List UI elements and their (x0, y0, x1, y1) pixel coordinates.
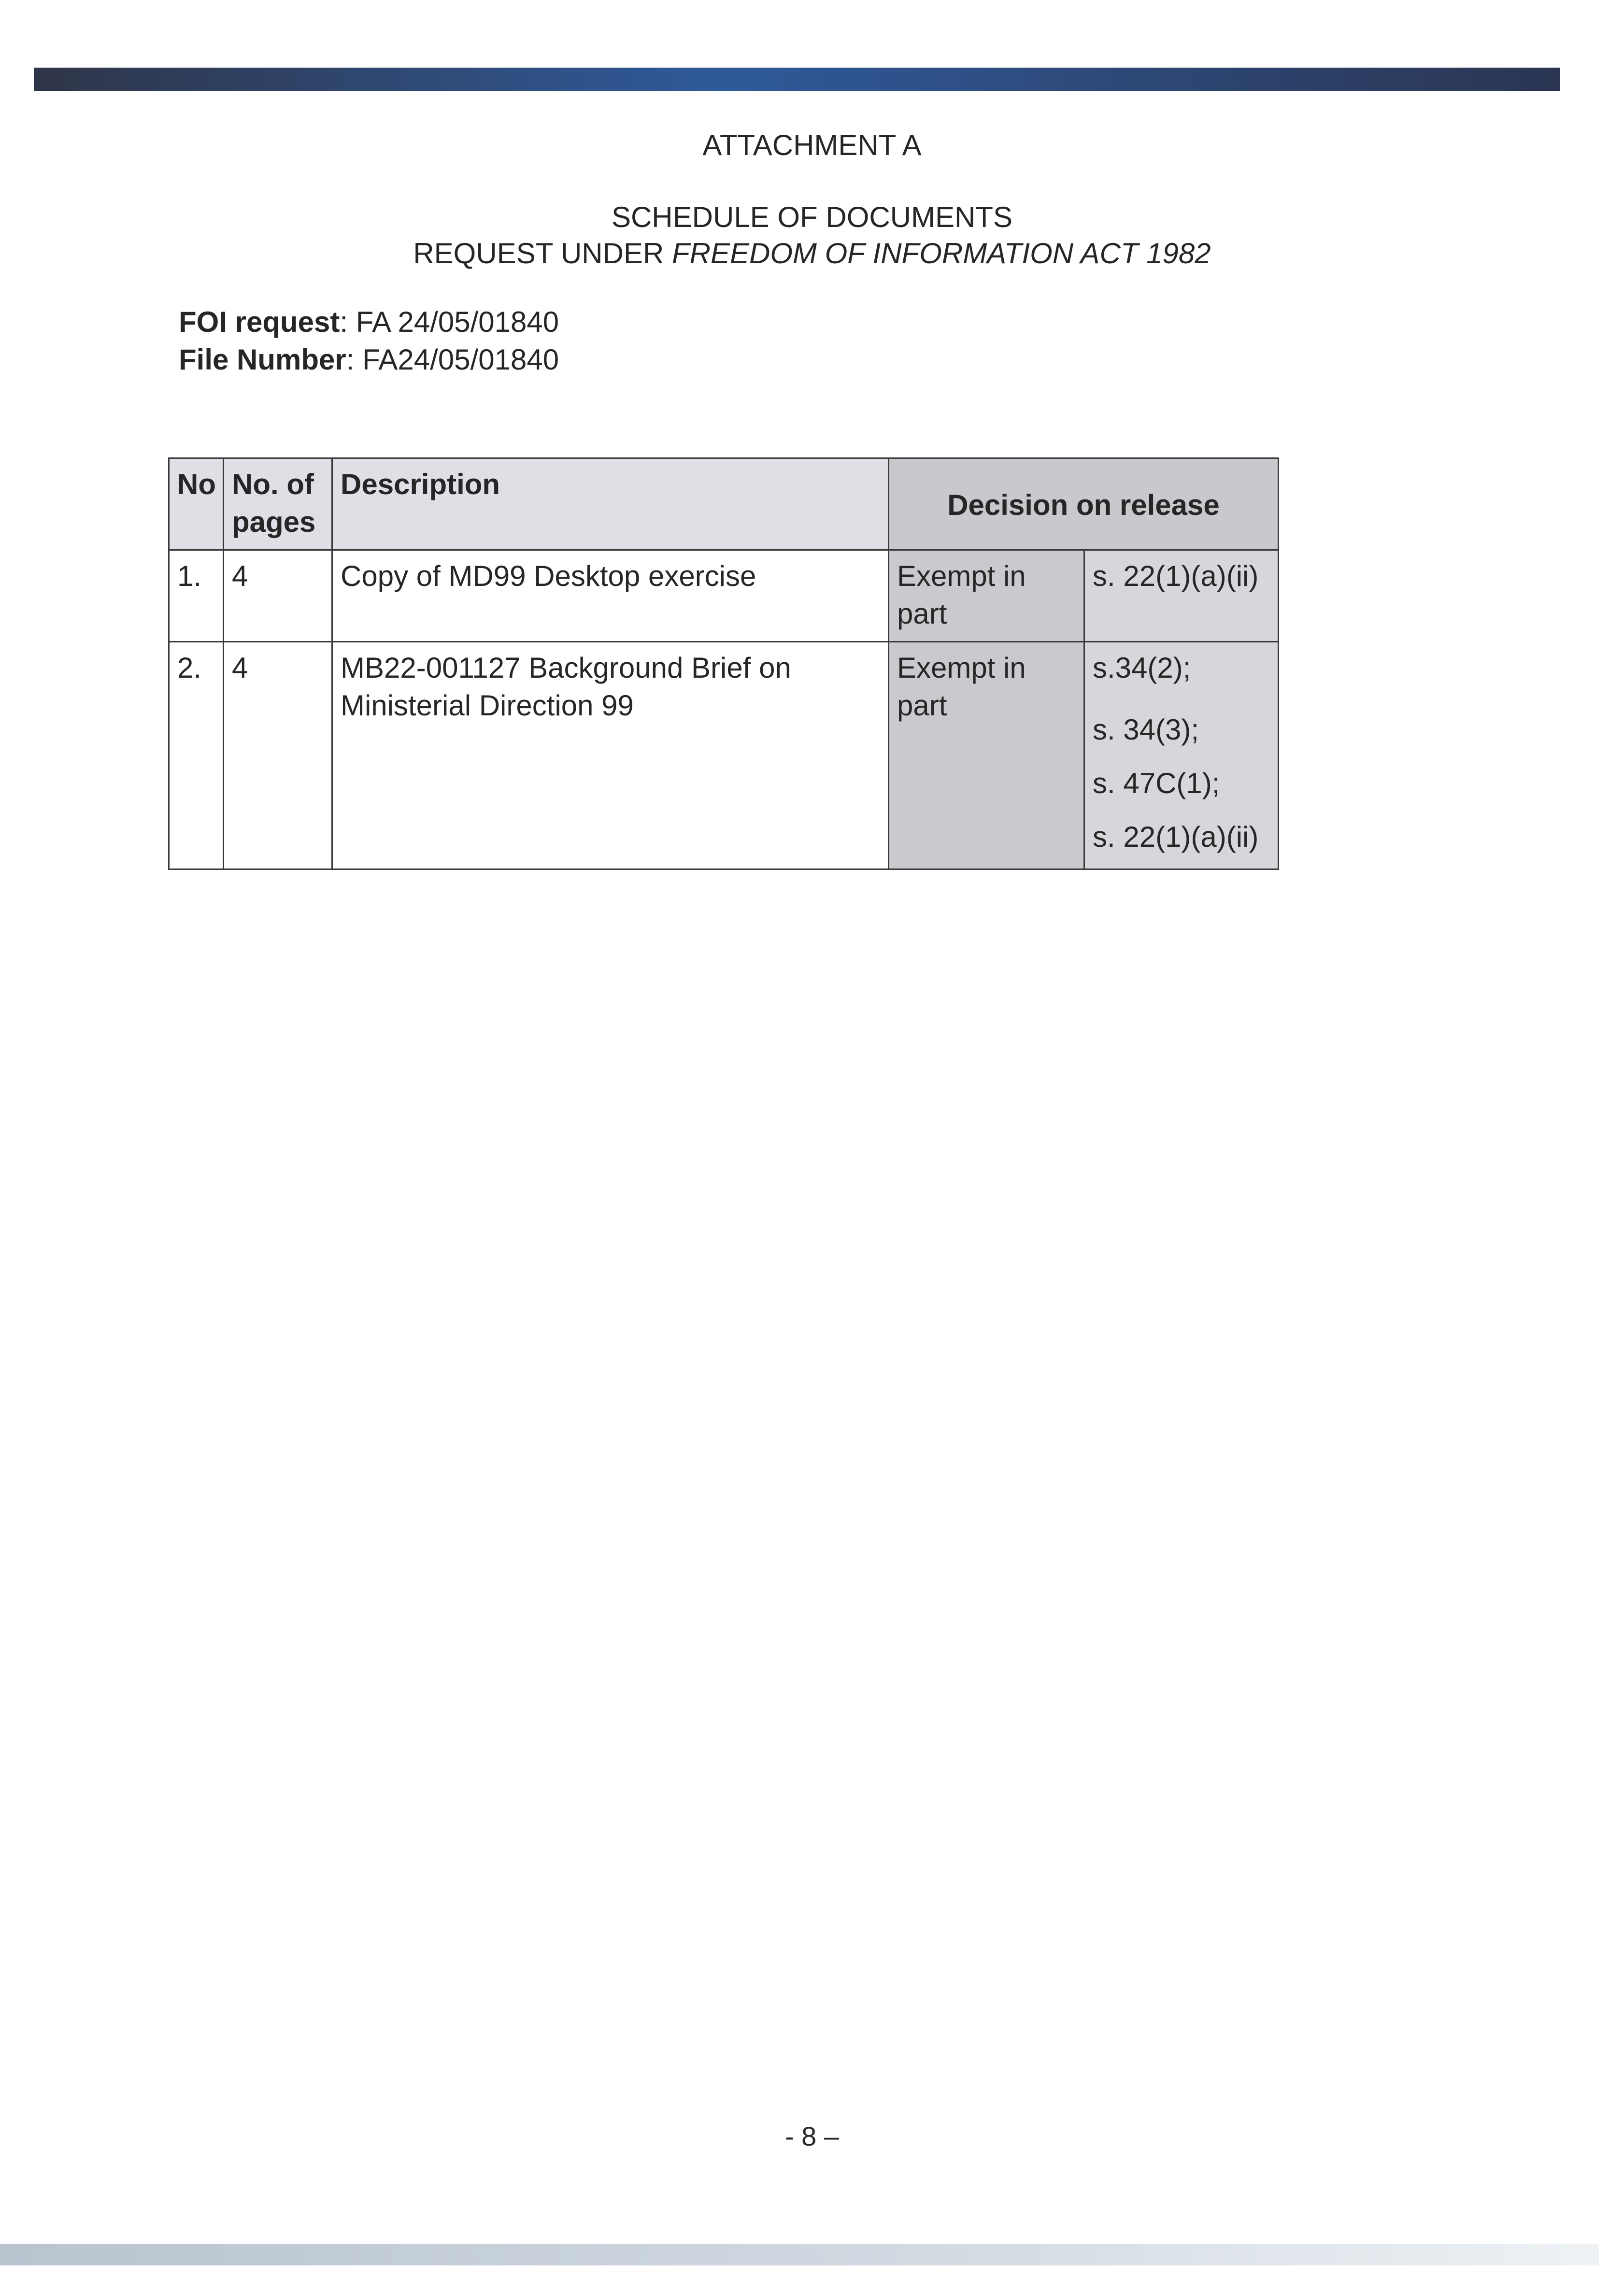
row-pages: 4 (224, 550, 332, 642)
table-row (169, 642, 1279, 869)
header-pages: No. of pages (224, 458, 332, 550)
section-reference: s. 22(1)(a)(ii) (1093, 821, 1259, 853)
row-sections (1084, 550, 1279, 642)
section-reference: s. 47C(1); (1093, 767, 1220, 799)
file-number-value: : FA24/05/01840 (346, 343, 559, 376)
section-reference: s. 22(1)(a)(ii) (1093, 560, 1259, 592)
header-no: No (169, 458, 224, 550)
section-reference: s. 34(3); (1093, 713, 1199, 746)
header-decision: Decision on release (889, 458, 1279, 550)
foi-request-value: : FA 24/05/01840 (340, 306, 559, 338)
header-band (34, 68, 1560, 91)
row-description: Copy of MD99 Desktop exercise (332, 550, 889, 642)
request-act: FREEDOM OF INFORMATION ACT 1982 (671, 237, 1211, 270)
section-reference: s.34(2); (1093, 652, 1191, 684)
foi-request-line (179, 305, 559, 339)
attachment-title: ATTACHMENT A (702, 129, 922, 161)
row-decision: Exempt in part (889, 550, 1084, 642)
row-decision: Exempt in part (889, 642, 1084, 869)
request-prefix: REQUEST UNDER (413, 237, 672, 270)
footer-band (0, 2244, 1599, 2265)
file-number-line (179, 343, 559, 376)
request-line (0, 237, 1624, 270)
documents-schedule-table (168, 457, 1279, 870)
row-number: 1. (169, 550, 224, 642)
row-number: 2. (169, 642, 224, 869)
row-description: MB22-001127 Background Brief on Ministerial Direction 99 (332, 642, 889, 869)
schedule-title: SCHEDULE OF DOCUMENTS (611, 201, 1013, 233)
file-number-label: File Number (179, 343, 346, 376)
row-pages: 4 (224, 642, 332, 869)
table-row (169, 550, 1279, 642)
foi-request-label: FOI request (179, 306, 340, 338)
row-sections (1084, 642, 1279, 869)
header-description: Description (332, 458, 889, 550)
page-number: - 8 – (784, 2121, 840, 2151)
table-header-row (169, 458, 1279, 550)
